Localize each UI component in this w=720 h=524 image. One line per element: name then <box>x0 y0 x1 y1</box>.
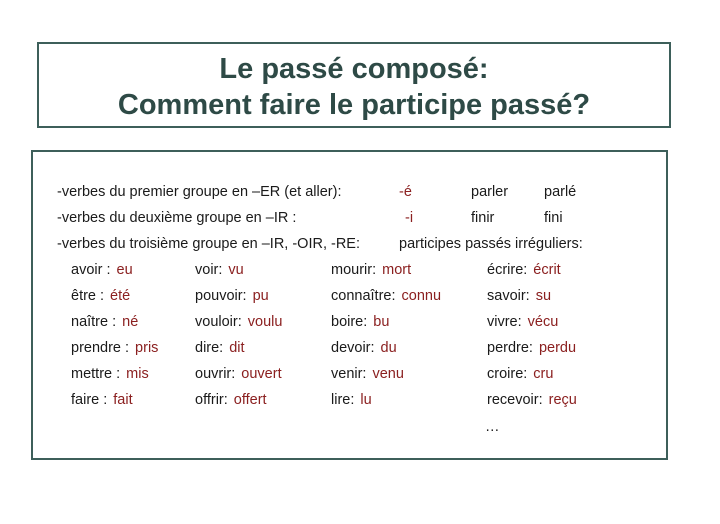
irregular-verb <box>71 340 158 356</box>
verb-participle: voulu <box>247 314 283 330</box>
group-3-note: participes passés irréguliers: <box>399 236 583 252</box>
verb-infinitive: être : <box>71 288 105 304</box>
irregular-verb <box>71 262 133 278</box>
irregular-verb <box>195 340 245 356</box>
irregular-verb <box>71 392 133 408</box>
verb-participle: écrit <box>533 262 561 278</box>
verb-participle: pris <box>135 340 159 356</box>
verb-participle: bu <box>373 314 390 330</box>
verb-participle: lu <box>360 392 372 408</box>
verb-infinitive: recevoir: <box>487 392 543 408</box>
verb-infinitive: savoir: <box>487 288 530 304</box>
irregular-verb <box>487 262 561 278</box>
verb-infinitive: pouvoir: <box>195 288 247 304</box>
verb-participle: vu <box>228 262 244 278</box>
group-1-example-infinitive: parler <box>471 184 509 200</box>
irregular-verb <box>195 288 269 304</box>
verb-infinitive: dire: <box>195 340 224 356</box>
irregular-verb <box>487 314 558 330</box>
group-2-ending: -i <box>405 210 414 226</box>
irregular-verb <box>331 314 389 330</box>
verb-participle: offert <box>233 392 267 408</box>
irregular-verb <box>487 340 576 356</box>
verb-participle: venu <box>372 366 404 382</box>
group-1-ending: -é <box>399 184 412 200</box>
irregular-verb <box>195 314 282 330</box>
group-3-description: -verbes du troisième groupe en –IR, -OIR, -RE: <box>57 236 361 252</box>
verb-participle: vécu <box>527 314 559 330</box>
irregular-verb <box>331 288 441 304</box>
verb-infinitive: prendre : <box>71 340 130 356</box>
verb-infinitive: avoir : <box>71 262 111 278</box>
title-line-2: Comment faire le participe passé? <box>117 89 591 121</box>
verb-infinitive: naître : <box>71 314 117 330</box>
verb-infinitive: ouvrir: <box>195 366 236 382</box>
group-2-example-infinitive: finir <box>471 210 495 226</box>
irregular-verb <box>331 392 372 408</box>
verb-participle: eu <box>116 262 133 278</box>
verb-infinitive: mourir: <box>331 262 377 278</box>
verb-participle: dit <box>229 340 245 356</box>
irregular-verb <box>195 262 244 278</box>
title-line-1: Le passé composé: <box>219 53 489 85</box>
verb-participle: pu <box>252 288 269 304</box>
verb-infinitive: écrire: <box>487 262 528 278</box>
verb-participle: du <box>380 340 397 356</box>
irregular-verb <box>487 366 553 382</box>
verb-participle: ouvert <box>241 366 282 382</box>
verb-infinitive: faire : <box>71 392 108 408</box>
verb-infinitive: venir: <box>331 366 367 382</box>
verb-infinitive: connaître: <box>331 288 396 304</box>
verb-participle: été <box>110 288 131 304</box>
verb-participle: fait <box>113 392 133 408</box>
verb-participle: mis <box>126 366 149 382</box>
group-2-example-participle: fini <box>544 210 563 226</box>
verb-participle: connu <box>401 288 442 304</box>
irregular-verb <box>331 366 404 382</box>
group-1-description: -verbes du premier groupe en –ER (et aller): <box>57 184 342 200</box>
irregular-verb <box>487 392 577 408</box>
irregular-verb <box>331 262 411 278</box>
verb-infinitive: mettre : <box>71 366 121 382</box>
verb-infinitive: boire: <box>331 314 368 330</box>
verb-participle: perdu <box>538 340 577 356</box>
group-2-description: -verbes du deuxième groupe en –IR : <box>57 210 297 226</box>
verb-infinitive: vouloir: <box>195 314 242 330</box>
verb-participle: su <box>535 288 552 304</box>
verb-infinitive: perdre: <box>487 340 533 356</box>
rules-box <box>31 150 668 460</box>
verb-infinitive: vivre: <box>487 314 522 330</box>
verb-infinitive: devoir: <box>331 340 375 356</box>
irregular-verb <box>71 314 138 330</box>
verb-participle: cru <box>533 366 554 382</box>
irregular-verb <box>331 340 397 356</box>
irregular-verb <box>195 392 267 408</box>
irregular-verb <box>487 288 551 304</box>
ellipsis: … <box>485 419 500 435</box>
verb-participle: né <box>122 314 139 330</box>
title-box <box>37 42 671 128</box>
verb-infinitive: offrir: <box>195 392 228 408</box>
verb-participle: mort <box>382 262 412 278</box>
group-1-example-participle: parlé <box>544 184 577 200</box>
irregular-verb <box>71 366 149 382</box>
irregular-verb <box>195 366 282 382</box>
verb-participle: reçu <box>548 392 577 408</box>
irregular-verb <box>71 288 130 304</box>
verb-infinitive: croire: <box>487 366 528 382</box>
verb-infinitive: lire: <box>331 392 355 408</box>
verb-infinitive: voir: <box>195 262 223 278</box>
